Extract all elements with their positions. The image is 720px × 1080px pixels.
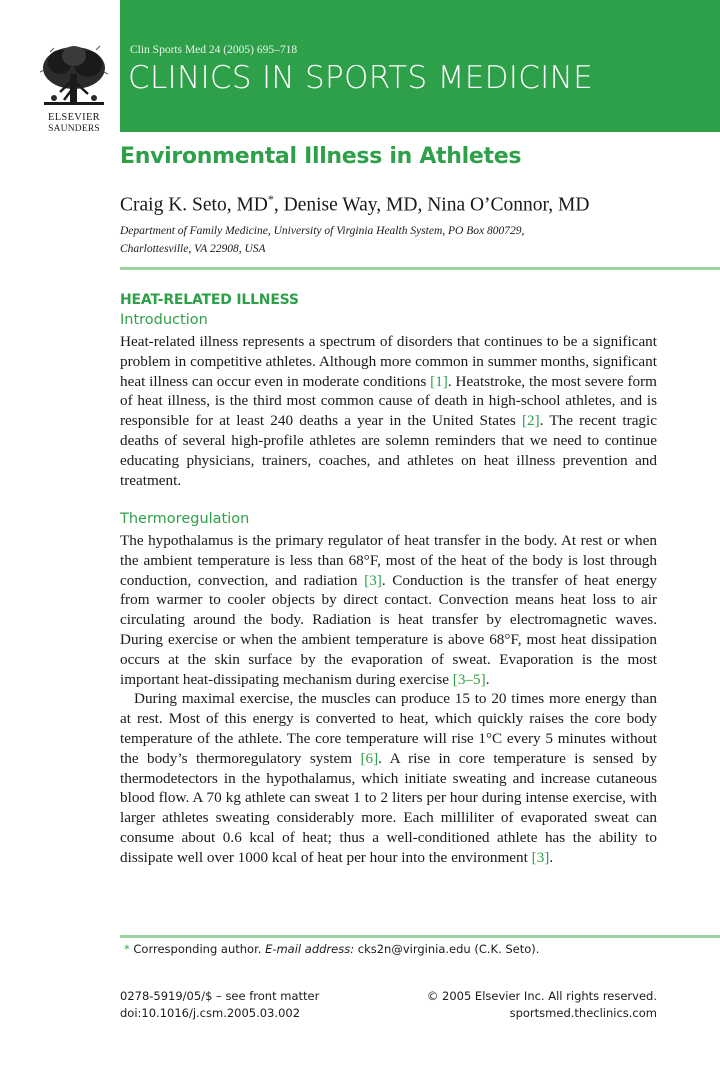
subsection-heading-introduction: Introduction bbox=[120, 312, 208, 328]
divider bbox=[120, 267, 720, 270]
footnote-label: Corresponding author. bbox=[133, 942, 262, 956]
affiliation-line: Department of Family Medicine, University of Virginia Health System, PO Box 800729, bbox=[120, 225, 525, 237]
reference-link[interactable]: [6] bbox=[360, 749, 379, 767]
doi[interactable]: doi:10.1016/j.csm.2005.03.002 bbox=[120, 1006, 301, 1020]
paragraph bbox=[120, 689, 657, 867]
website-link[interactable]: sportsmed.theclinics.com bbox=[509, 1006, 657, 1020]
text-run: . A rise in core temperature is sensed by thermodetectors in the hypothalamus, which initiate sweating and increase cutaneous blood flow. A 70 kg athlete can sweat 1 to 2 liters per hour during intense exercise, with larger athletes sweating considerably more. Each milliliter of evaporated sweat can consume about 0.6 kcal of heat; thus a well-conditioned athlete has the ability to dissipate well over 1000 kcal of heat per hour into the environment bbox=[120, 749, 657, 866]
copyright: © 2005 Elsevier Inc. All rights reserved. bbox=[426, 989, 657, 1003]
reference-link[interactable]: [1] bbox=[430, 372, 448, 390]
paragraph bbox=[120, 531, 657, 689]
paragraph bbox=[120, 332, 657, 490]
section-heading: HEAT-RELATED ILLNESS bbox=[120, 292, 299, 308]
footnote-divider bbox=[120, 935, 720, 938]
author-first: Craig K. Seto, MD bbox=[120, 194, 268, 216]
journal-title: CLINICS IN SPORTS MEDICINE bbox=[128, 60, 593, 96]
text-run: . bbox=[549, 848, 554, 866]
tree-logo-icon bbox=[40, 44, 108, 110]
journal-banner bbox=[120, 0, 720, 132]
footer-left bbox=[120, 988, 319, 1022]
text-run: . The recent tragic deaths of several high-profile athletes are solemn reminders that we need to continue educating physicians, trainers, coaches, and athletes on heat illness prevention and treatment. bbox=[120, 412, 657, 489]
article-title: Environmental Illness in Athletes bbox=[120, 144, 522, 169]
reference-link[interactable]: [3–5] bbox=[452, 670, 486, 688]
footnote-mark: * bbox=[124, 942, 130, 956]
text-run: . bbox=[485, 670, 490, 688]
email-label: E-mail address: bbox=[265, 942, 355, 956]
text-run: Heat-related illness represents a spectrum of disorders that continues to be a significant problem in competitive athletes. Although more common in summer months, significant heat illness can occur even in moderate conditions bbox=[120, 333, 657, 390]
logo-elsevier-text: ELSEVIER bbox=[48, 112, 100, 123]
corresponding-mark: * bbox=[267, 192, 274, 206]
elsevier-logo bbox=[38, 44, 110, 136]
affiliation bbox=[120, 222, 570, 258]
footer-right bbox=[427, 988, 657, 1022]
text-run: . Heatstroke, the most severe form of heat illness, is the third most common cause of death in high-school athletes, and is responsible for at least 240 deaths a year in the United States bbox=[120, 372, 657, 430]
thermoregulation-body bbox=[120, 531, 657, 868]
introduction-body bbox=[120, 332, 657, 490]
author-rest: , Denise Way, MD, Nina O’Connor, MD bbox=[273, 194, 590, 216]
logo-saunders-text: SAUNDERS bbox=[48, 124, 100, 134]
affiliation-line: Charlottesville, VA 22908, USA bbox=[120, 243, 266, 255]
subsection-heading-thermoregulation: Thermoregulation bbox=[120, 511, 250, 527]
text-run: During maximal exercise, the muscles can produce 15 to 20 times more energy than at rest. Most of this energy is converted to heat, which quickly raises the core body temperature of the athlete. The core temperature will rise 1°C every 5 minutes without the body’s thermoregulatory system bbox=[120, 690, 657, 767]
corresponding-author-footnote bbox=[124, 942, 539, 956]
email-address[interactable]: cks2n@virginia.edu (C.K. Seto). bbox=[357, 942, 540, 956]
author-list bbox=[120, 192, 589, 217]
reference-link[interactable]: [3] bbox=[531, 848, 550, 866]
issn: 0278-5919/05/$ – see front matter bbox=[120, 989, 320, 1003]
reference-link[interactable]: [2] bbox=[522, 412, 540, 430]
reference-link[interactable]: [3] bbox=[364, 571, 382, 589]
text-run: . Conduction is the transfer of heat energy from warmer to cooler objects by direct contact. Convection means heat loss to air circulating around the body. Radiation is heat transfer by electromagnetic waves. During exercise or when the ambient temperature is above 68°F, most heat dissipation occurs at the skin surface by the evaporation of sweat. Evaporation is the most important heat-dissipating mechanism during exercise bbox=[120, 571, 657, 688]
citation: Clin Sports Med 24 (2005) 695–718 bbox=[130, 44, 298, 56]
text-run: The hypothalamus is the primary regulator of heat transfer in the body. At rest or when the ambient temperature is less than 68°F, most of the heat of the body is lost through conduction, convection, and radiation bbox=[120, 532, 657, 589]
